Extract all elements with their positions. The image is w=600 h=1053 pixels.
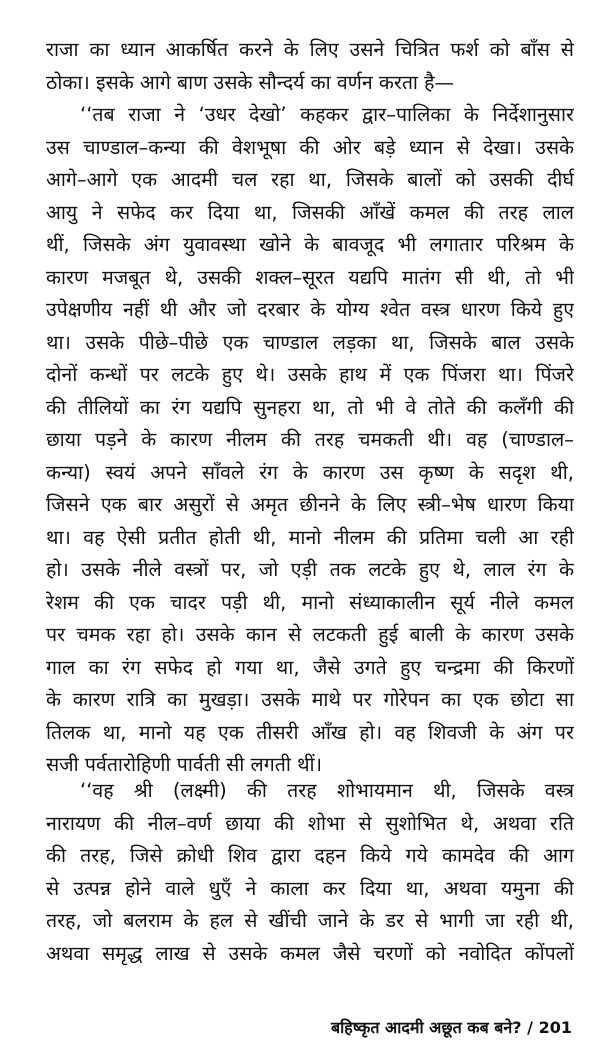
text-line: पर चमक रहा हो। उसके कान से लटकती हुई बाली के कारण उसके [46,623,574,646]
text-line: दोनों कन्धों पर लटके हुए थे। उसके हाथ में एक पिंजरा था। पिंजरे [46,363,574,386]
text-line: गाल का रंग सफेद हो गया था, जैसे उगते हुए चन्द्रमा की किरणों [46,655,574,679]
text-line: उपेक्षणीय नहीं थी और जो दरबार के योग्य श्वेत वस्त्र धारण किये हुए [46,298,574,321]
text-line: छाया पड़ने के कारण नीलम की तरह चमकती थी। वह (चाण्डाल– [46,428,574,451]
text-line: हो। उसके नीले वस्त्रों पर, जो एड़ी तक लटके हुए थे, लाल रंग के [46,558,574,581]
text-line: नारायण की नील–वर्ण छाया की शोभा से सुशोभित थे, अथवा रति [46,811,574,835]
text-line: था। वह ऐसी प्रतीत होती थी, मानो नीलम की प्रतिमा चली आ रही [46,525,574,549]
text-line: से उत्पन्न होने वाले धुएँ ने काला कर दिया था, अथवा यमुना की [46,876,574,900]
footer-separator: / [527,1018,539,1037]
paragraph-3 [46,775,574,970]
text-line: उस चाण्डाल–कन्या की वेशभूषा की ओर बड़े ध्यान से देखा। उसके [46,135,574,159]
text-line: तरह, जो बलराम के हल से खींची जाने के डर से भागी जा रही थी, [46,909,574,932]
text-line: आयु ने सफेद कर दिया था, जिसकी आँखें कमल की तरह लाल [46,200,574,224]
paragraph-1 [46,34,574,99]
text-line: जिसने एक बार असुरों से अमृत छीनने के लिए स्त्री–भेष धारण किया [46,493,574,516]
text-line: कारण मजबूत थे, उसकी शक्ल–सूरत यद्यपि मातंग सी थी, तो भी [46,265,574,289]
text-line: अथवा समृद्ध लाख से उसके कमल जैसे चरणों को नवोदित कोंपलों [46,941,574,965]
text-line: थीं, जिसके अंग युवावस्था खोने के बावजूद भी लगातार परिश्रम के [46,233,574,256]
text-line: तिलक था, मानो यह एक तीसरी आँख हो। वह शिवजी के अंग पर [46,720,574,744]
text-line: रेशम की एक चादर पड़ी थी, मानो संध्याकालीन सूर्य नीले कमल [46,590,574,614]
page-number: 201 [538,1018,572,1037]
paragraph-2 [46,99,574,782]
text-line: राजा का ध्यान आकर्षित करने के लिए उसने चित्रित फर्श को बाँस से [46,38,574,61]
text-line: सजी पर्वतारोहिणी पार्वती सी लगती थीं। [46,753,322,776]
running-title: बहिष्कृत आदमी अछूत कब बने? [330,1018,522,1037]
text-line: था। उसके पीछे–पीछे एक चाण्डाल लड़का था, जिसके बाल उसके [46,330,574,354]
text-line: ‘‘वह श्री (लक्ष्मी) की तरह शोभायमान थी, जिसके वस्त्र [80,779,574,802]
text-line: ठोका। इसके आगे बाण उसके सौन्दर्य का वर्णन करता है— [46,70,455,94]
text-line: आगे–आगे एक आदमी चल रहा था, जिसके बालों को उसकी दीर्घ [46,168,574,191]
page-footer [331,1017,572,1039]
text-line: के कारण रात्रि का मुखड़ा। उसके माथे पर गोरेपन का एक छोटा सा [46,688,574,711]
text-line: की तरह, जिसे क्रोधी शिव द्वारा दहन किये गये कामदेव की आग [46,844,574,867]
text-line: कन्या) स्वयं अपने साँवले रंग के कारण उस कृष्ण के सदृश थी, [46,460,574,484]
text-line: ‘‘तब राजा ने ‘उधर देखो’ कहकर द्वार–पालिका के निर्देशानुसार [80,103,574,126]
text-line: की तीलियों का रंग यद्यपि सुनहरा था, तो भी वे तोते की कलँगी की [46,395,574,419]
